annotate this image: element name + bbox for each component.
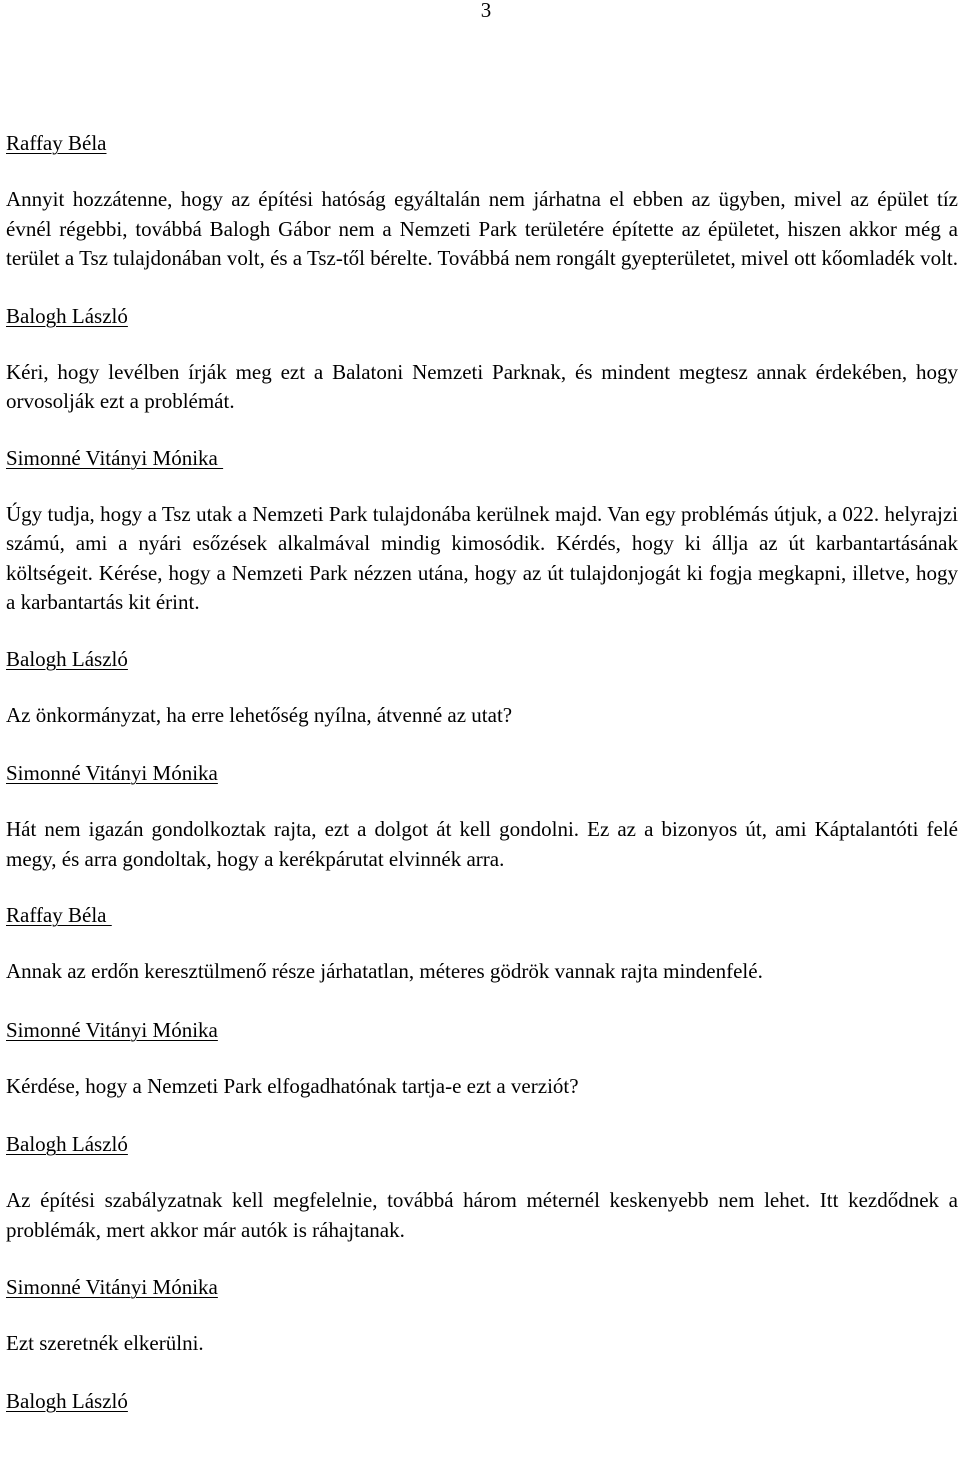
speaker-name: Simonné Vitányi Mónika: [6, 1275, 218, 1299]
speech-paragraph: Annyit hozzátenne, hogy az építési hatóság egyáltalán nem járhatna el ebben az ügyben, mivel az épület tíz évnél régebbi, továbbá Balogh Gábor nem a Nemzeti Park területére építette az épületet, hiszen akkor még a terület a Tsz tulajdonában volt, és a Tsz-től bérelte. Továbbá nem rongált gyepterületet, mivel ott kőomladék volt.: [6, 187, 958, 270]
page-number: 3: [480, 0, 492, 22]
speaker-name: Raffay Béla: [6, 903, 112, 927]
speech-paragraph: Ezt szeretnék elkerülni.: [6, 1331, 204, 1355]
speech-paragraph: Kérdése, hogy a Nemzeti Park elfogadhatónak tartja-e ezt a verziót?: [6, 1073, 579, 1098]
speech-paragraph: Annak az erdőn keresztülmenő része járhatatlan, méteres gödrök vannak rajta mindenfelé.: [6, 959, 763, 983]
speaker-name: Balogh László: [6, 1388, 128, 1413]
speaker-name: Balogh László: [6, 1132, 128, 1156]
speaker-name: Raffay Béla: [6, 131, 107, 155]
speaker-name: Simonné Vitányi Mónika: [6, 445, 224, 470]
speech-paragraph: Hát nem igazán gondolkoztak rajta, ezt a dolgot át kell gondolni. Ez az a bizonyos út, ami Káptalantóti felé megy, és arra gondoltak, hogy a kerékpárutat elvinnék arra.: [6, 817, 958, 871]
speech-paragraph: Az építési szabályzatnak kell megfelelnie, továbbá három méternél keskenyebb nem lehet. Itt kezdődnek a problémák, mert akkor már autók is ráhajtanak.: [6, 1188, 958, 1242]
transcript: [6, 128, 958, 1416]
speaker-name: Balogh László: [6, 303, 128, 328]
speech-paragraph: Kéri, hogy levélben írják meg ezt a Balatoni Nemzeti Parknak, és mindent megtesz annak érdekében, hogy orvosolják ezt a problémát.: [6, 359, 958, 413]
speech-paragraph: Az önkormányzat, ha erre lehetőség nyílna, átvenné az utat?: [6, 702, 513, 727]
speaker-name: Simonné Vitányi Mónika: [6, 1017, 218, 1042]
speaker-name: Balogh László: [6, 646, 128, 671]
speaker-name: Simonné Vitányi Mónika: [6, 761, 218, 785]
speech-paragraph: Úgy tudja, hogy a Tsz utak a Nemzeti Park tulajdonába kerülnek majd. Van egy problémás útjuk, a 022. helyrajzi számú, ami a nyári esőzések alkalmával mindig kimosódik. Kérdés, hogy ki állja az út karbantartásának költségeit. Kérése, hogy a Nemzeti Park nézzen utána, hogy az út tulajdonjogát ki fogja megkapni, illetve, hogy a karbantartás kit érint.: [6, 501, 958, 614]
